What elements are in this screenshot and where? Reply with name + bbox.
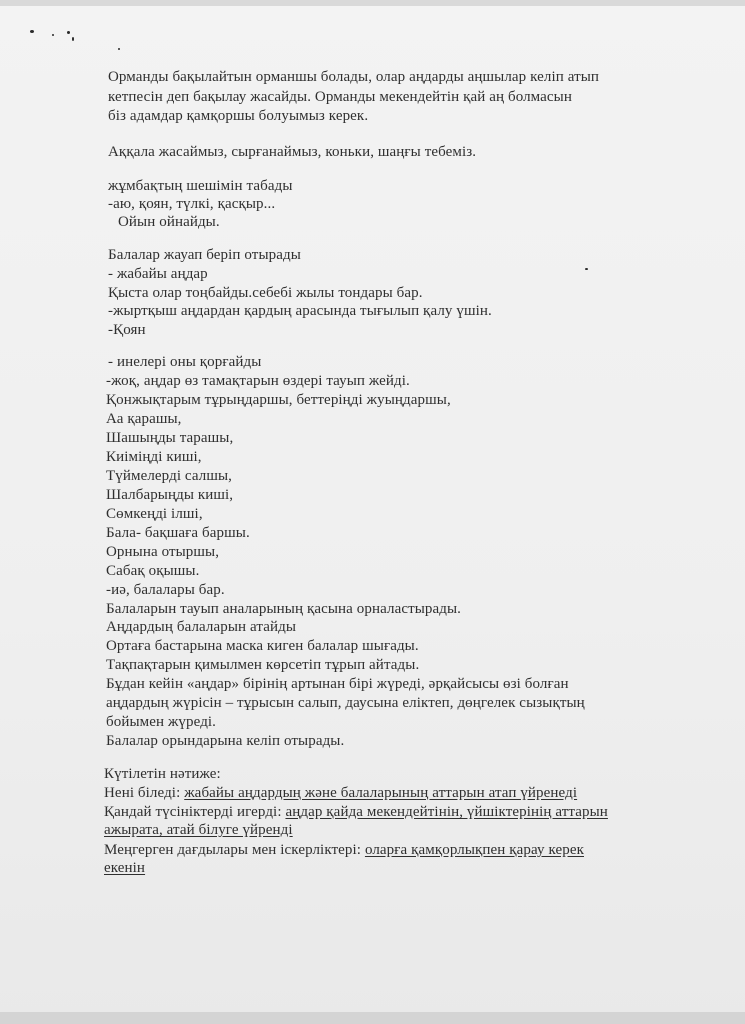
result-concepts — [104, 803, 608, 821]
scan-edge-bottom — [0, 1012, 745, 1024]
intro-line-2: кетпесін деп бақылау жасайды. Орманды мекендейтін қай аң болмасын — [108, 89, 572, 105]
result-heading: Күтілетін нәтиже: — [104, 766, 221, 782]
poem-line-6: Киіміңді киші, — [106, 449, 202, 465]
poem-line-5: Шашыңды тарашы, — [106, 430, 234, 446]
intro-line-3: біз адамдар қамқоршы болуымыз керек. — [108, 108, 369, 124]
result-skills — [104, 841, 584, 859]
scan-speck — [52, 34, 54, 36]
answers-line-1: Балалар жауап беріп отырады — [108, 247, 301, 263]
scan-speck — [72, 37, 74, 41]
answers-line-2: - жабайы аңдар — [108, 266, 208, 282]
result-concepts-value-1: аңдар қайда мекендейтінін, үйшіктерінің аттарын — [285, 804, 608, 820]
poem-line-12: Сабақ оқышы. — [106, 563, 200, 579]
poem-line-21: Балалар орындарына келіп отырады. — [106, 733, 345, 749]
riddle-line-1: жұмбақтың шешімін табады — [108, 178, 293, 194]
scan-speck — [67, 31, 70, 34]
scan-speck — [585, 268, 588, 270]
result-knows-value: жабайы аңдардың және балаларының аттарын атап үйренеді — [184, 785, 578, 801]
winter-line: Аққала жасаймыз, сырғанаймыз, коньки, шаңғы тебеміз. — [108, 144, 477, 160]
result-skills-value-2: екенін — [104, 860, 146, 876]
result-skills-value-1: оларға қамқорлықпен қарау керек — [364, 842, 584, 858]
poem-line-8: Шалбарыңды киші, — [106, 487, 234, 503]
poem-line-17: Тақпақтарын қимылмен көрсетіп тұрып айтады. — [106, 657, 420, 673]
poem-line-7: Түймелерді салшы, — [106, 468, 233, 484]
poem-line-20: бойымен жүреді. — [106, 714, 217, 730]
poem-line-1: - инелері оны қорғайды — [108, 354, 262, 370]
scan-speck — [118, 48, 120, 50]
poem-line-10: Бала- бақшаға баршы. — [106, 525, 250, 541]
poem-line-15: Аңдардың балаларын атайды — [106, 619, 297, 635]
answers-line-5: -Қоян — [108, 322, 146, 338]
result-concepts-label: Қандай түсініктерді игерді: — [104, 804, 282, 820]
answers-line-4: -жыртқыш аңдардан қардың арасында тығылып қалу үшін. — [108, 303, 492, 319]
poem-line-11: Орнына отыршы, — [106, 544, 220, 560]
poem-line-13: -иә, балалары бар. — [106, 582, 225, 598]
answers-line-3: Қыста олар тоңбайды.себебі жылы тондары бар. — [108, 285, 423, 301]
riddle-line-2: -аю, қоян, түлкі, қасқыр... — [108, 196, 276, 212]
poem-line-2: -жоқ, аңдар өз тамақтарын өздері тауып жейді. — [106, 373, 410, 389]
intro-line-1: Орманды бақылайтын орманшы болады, олар аңдарды аңшылар келіп атып — [108, 69, 600, 85]
poem-line-18: Бұдан кейін «аңдар» бірінің артынан бірі жүреді, әрқайсысы өзі болған — [106, 676, 569, 692]
scan-speck — [30, 30, 34, 33]
poem-line-19: аңдардың жүрісін – тұрысын салып, даусына еліктеп, дөңгелек сызықтың — [106, 695, 585, 711]
riddle-line-3: Ойын ойнайды. — [118, 214, 220, 230]
poem-line-14: Балаларын тауып аналарының қасына орналастырады. — [106, 601, 462, 617]
result-concepts-value-2: ажырата, атай білуге үйренді — [104, 822, 293, 838]
poem-line-4: Аа қарашы, — [106, 411, 182, 427]
result-skills-label: Меңгерген дағдылары мен іскерліктері: — [104, 842, 362, 858]
poem-line-16: Ортаға бастарына маска киген балалар шығады. — [106, 638, 419, 654]
scan-edge-top — [0, 0, 745, 6]
result-knows-label: Нені біледі: — [104, 785, 181, 801]
poem-line-3: Қонжықтарым тұрыңдаршы, беттеріңді жуыңдаршы, — [106, 392, 451, 408]
result-knows — [104, 784, 577, 802]
poem-line-9: Сөмкеңді ілші, — [106, 506, 203, 522]
